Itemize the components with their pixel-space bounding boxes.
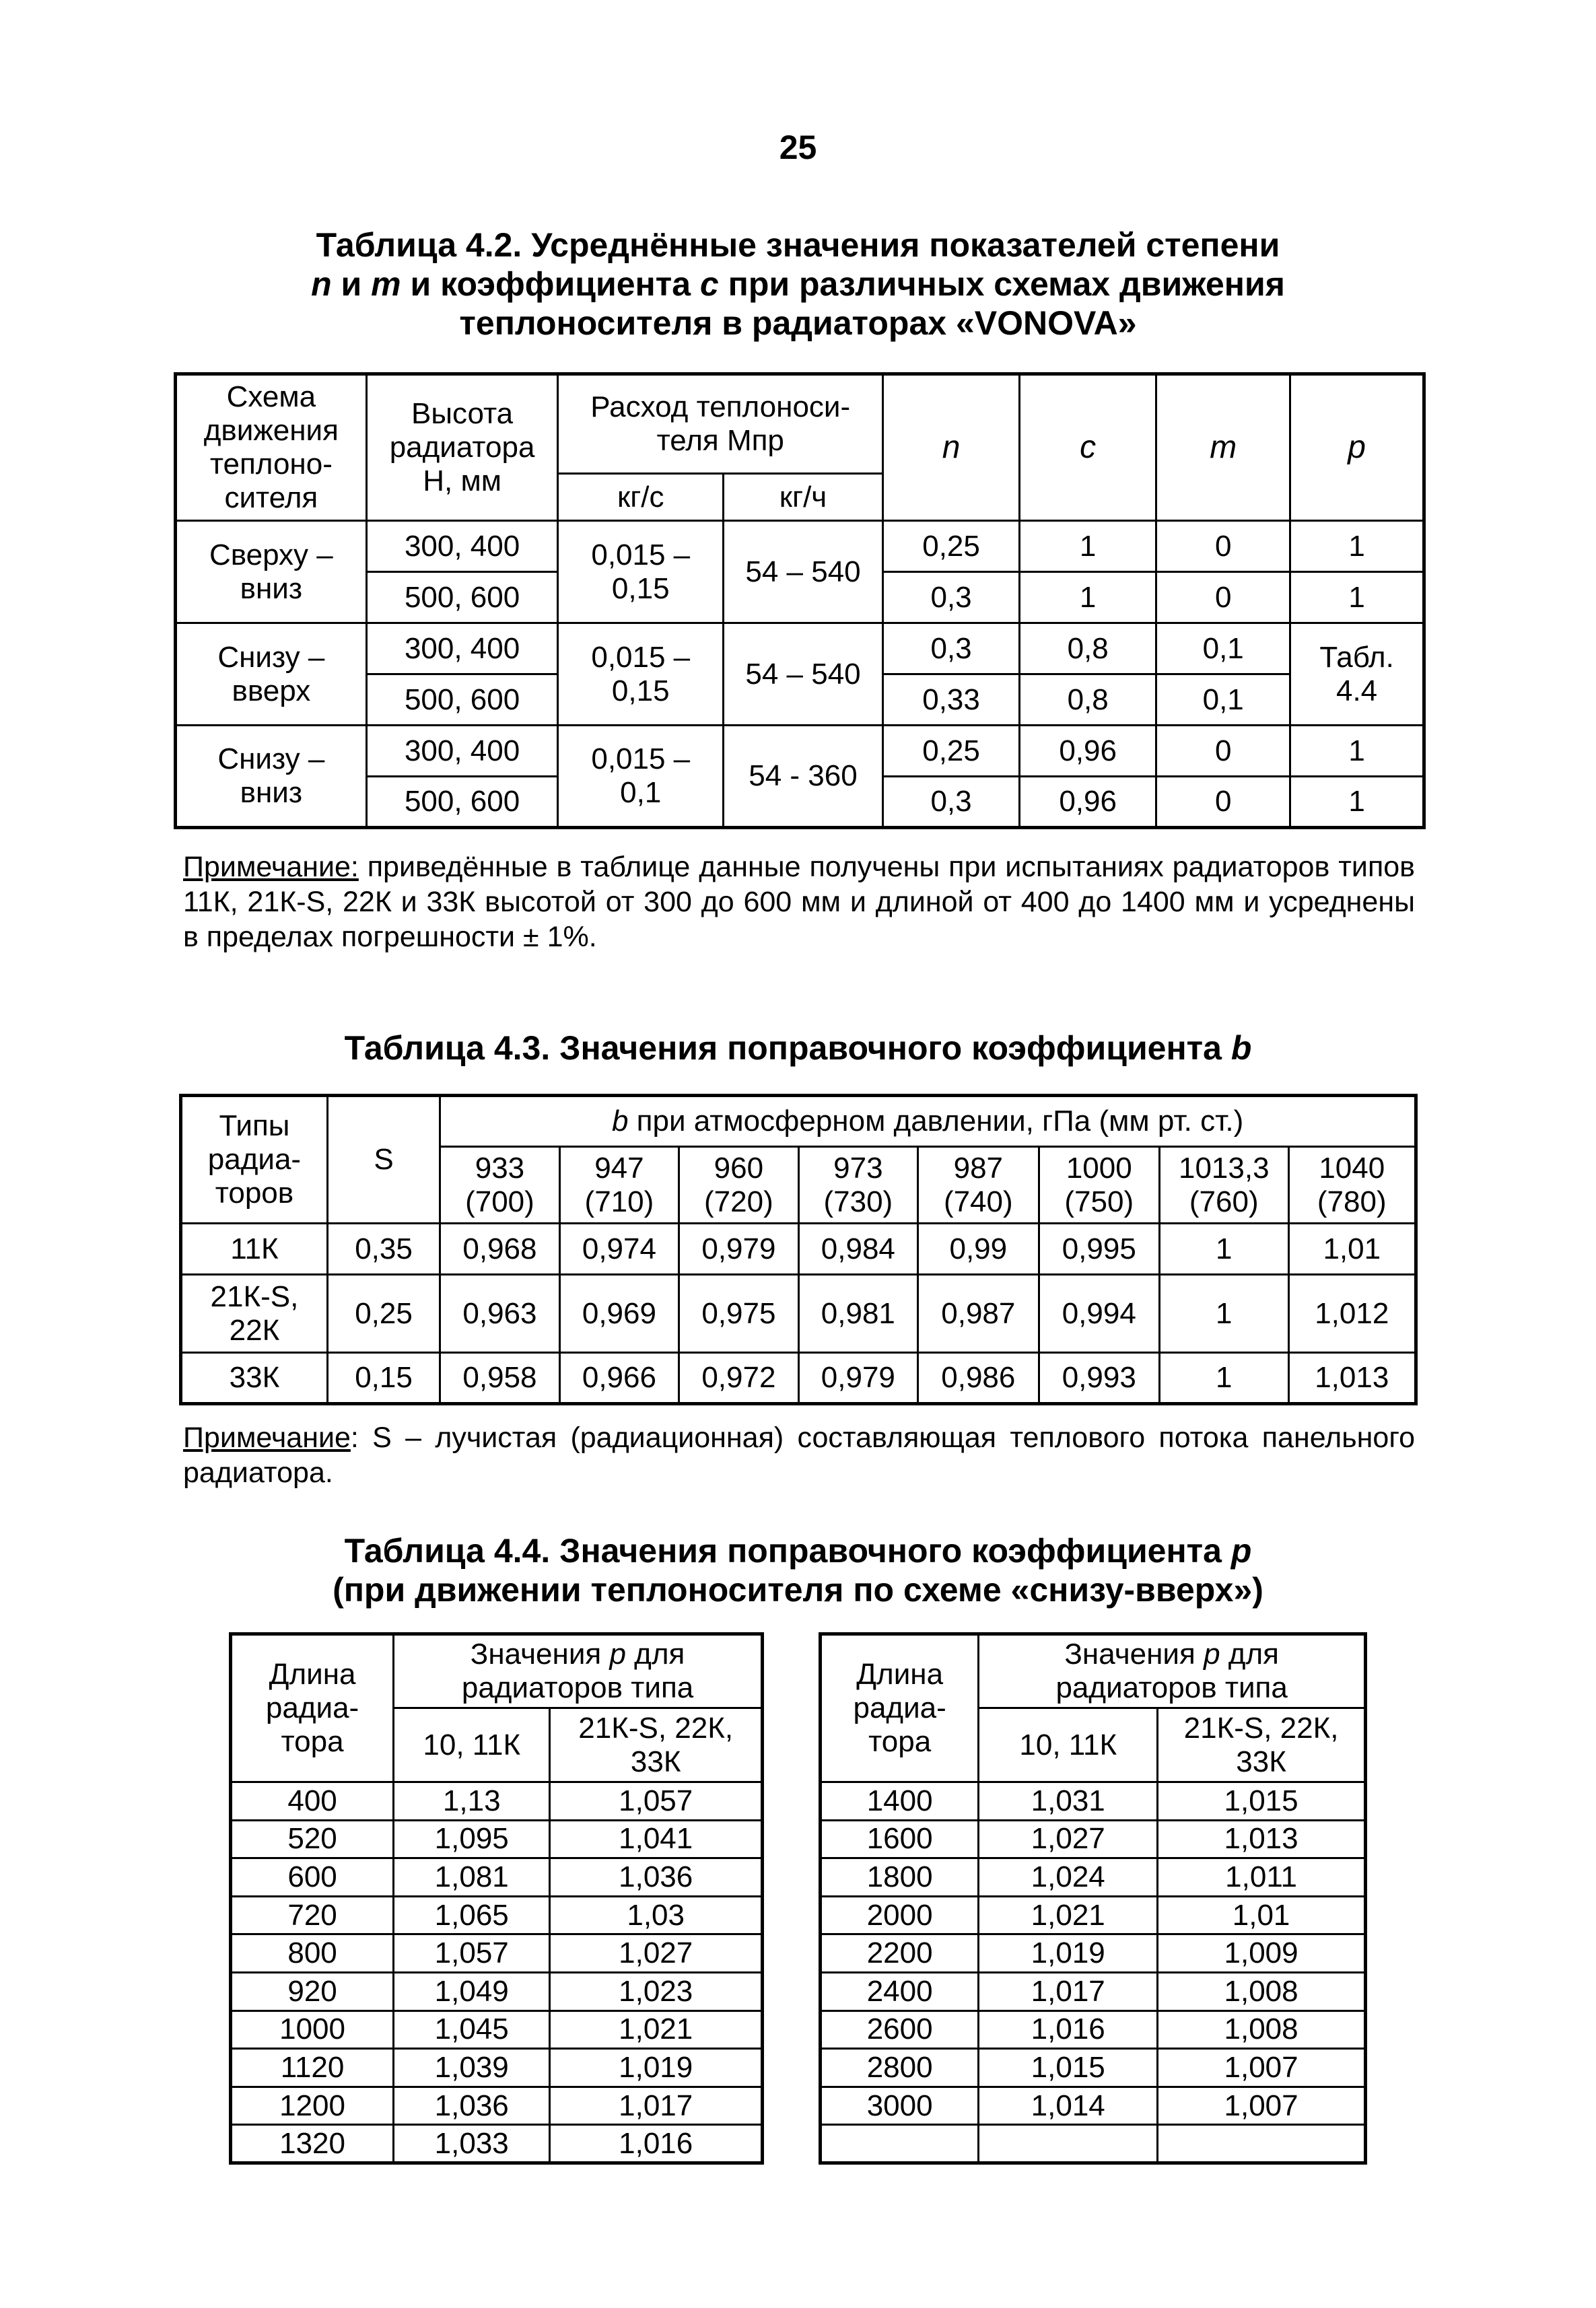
table-row xyxy=(821,1896,1366,1934)
header-pressure-4 xyxy=(918,1147,1039,1224)
table-4-2-title-line2: n и m и коэффициента c при различных схемах движения xyxy=(311,265,1285,303)
pressure-mm: (730) xyxy=(823,1185,893,1218)
m-cell: 0,1 xyxy=(1156,623,1290,674)
table-row xyxy=(821,1934,1366,1973)
pressure-hpa: 1040 xyxy=(1319,1151,1385,1185)
b-value-cell: 0,979 xyxy=(798,1353,917,1404)
table-row xyxy=(176,521,1424,572)
table-4-3-title: Таблица 4.3. Значения поправочного коэффициента b xyxy=(344,1029,1252,1067)
table-4-4-right xyxy=(819,1632,1367,2165)
p-type1-cell: 1,021 xyxy=(979,1896,1158,1934)
height-cell: 300, 400 xyxy=(366,521,558,572)
height-cell: 500, 600 xyxy=(366,674,558,726)
p-type1-cell: 1,049 xyxy=(394,1972,550,2010)
b-value-cell: 0,968 xyxy=(440,1224,559,1275)
p-cell: 1 xyxy=(1290,777,1424,828)
p-type1-cell: 1,024 xyxy=(979,1858,1158,1897)
table-4-4-left xyxy=(229,1632,764,2165)
length-cell: 920 xyxy=(231,1972,394,2010)
p-type1-cell: 1,019 xyxy=(979,1934,1158,1973)
table-4-2-title-line3: теплоносителя в радиаторах «VONOVA» xyxy=(459,304,1137,342)
s-cell: 0,15 xyxy=(327,1353,440,1404)
header-pressure-6 xyxy=(1159,1147,1288,1224)
b-value-cell: 1,013 xyxy=(1288,1353,1416,1404)
s-cell: 0,35 xyxy=(327,1224,440,1275)
b-value-cell: 0,974 xyxy=(559,1224,679,1275)
b-value-cell: 0,993 xyxy=(1039,1353,1159,1404)
pressure-mm: (720) xyxy=(704,1185,773,1218)
table-row xyxy=(821,1820,1366,1858)
m-cell: 0 xyxy=(1156,572,1290,623)
p-type1-cell: 1,095 xyxy=(394,1820,550,1858)
b-value-cell: 0,975 xyxy=(679,1275,798,1353)
header-height: Высота радиатора Н, мм xyxy=(366,374,558,521)
c-cell: 1 xyxy=(1020,521,1156,572)
pressure-hpa: 1013,3 xyxy=(1178,1151,1270,1185)
type-cell: 21К-S, 22К xyxy=(181,1275,328,1353)
table-row xyxy=(181,1353,1416,1404)
b-value-cell: 0,987 xyxy=(918,1275,1039,1353)
header-length: Длина радиа-тора xyxy=(821,1634,979,1782)
p-cell-merged: Табл. 4.4 xyxy=(1290,623,1424,726)
symbol-c: c xyxy=(699,265,719,303)
flow-kgs-cell: 0,015 – 0,15 xyxy=(558,521,724,623)
page-number: 25 xyxy=(779,129,817,166)
length-cell: 3000 xyxy=(821,2087,979,2125)
length-cell: 1800 xyxy=(821,1858,979,1897)
header-m: m xyxy=(1156,374,1290,521)
b-value-cell: 0,994 xyxy=(1039,1275,1159,1353)
symbol-m: m xyxy=(371,265,401,303)
length-cell: 1320 xyxy=(231,2125,394,2163)
c-cell: 0,96 xyxy=(1020,726,1156,777)
p-type1-cell: 1,081 xyxy=(394,1858,550,1897)
table-row xyxy=(181,1224,1416,1275)
table-4-3 xyxy=(179,1094,1418,1405)
b-value-cell: 0,995 xyxy=(1039,1224,1159,1275)
table-row xyxy=(231,2049,763,2087)
p-type2-cell: 1,019 xyxy=(550,2049,763,2087)
table-4-4-title-line1: Таблица 4.4. Значения поправочного коэффициента p xyxy=(344,1532,1252,1570)
pressure-mm: (740) xyxy=(943,1185,1013,1218)
p-type1-cell: 1,016 xyxy=(979,2010,1158,2049)
header-col1: 10, 11К xyxy=(979,1708,1158,1782)
table-row xyxy=(821,1972,1366,2010)
length-cell: 1600 xyxy=(821,1820,979,1858)
c-cell: 1 xyxy=(1020,572,1156,623)
n-cell: 0,3 xyxy=(882,623,1019,674)
length-cell: 2000 xyxy=(821,1896,979,1934)
table-row xyxy=(176,726,1424,777)
scheme-cell: Снизу – вниз xyxy=(176,726,367,828)
header-pressure-5 xyxy=(1039,1147,1159,1224)
symbol-p: p xyxy=(1230,1532,1252,1570)
p-type1-cell: 1,13 xyxy=(394,1782,550,1821)
table-row xyxy=(231,2087,763,2125)
p-type2-cell: 1,027 xyxy=(550,1934,763,1973)
p-type2-cell: 1,017 xyxy=(550,2087,763,2125)
table-row xyxy=(176,623,1424,674)
header-b: b при атмосферном давлении, гПа (мм рт. ст.) xyxy=(440,1096,1416,1147)
p-type2-cell: 1,016 xyxy=(550,2125,763,2163)
symbol-b: b xyxy=(1230,1029,1252,1067)
height-cell: 300, 400 xyxy=(366,726,558,777)
table-4-2-note xyxy=(183,849,1415,954)
p-type1-cell xyxy=(979,2125,1158,2163)
length-cell: 1400 xyxy=(821,1782,979,1821)
b-value-cell: 1,01 xyxy=(1288,1224,1416,1275)
p-type2-cell: 1,01 xyxy=(1158,1896,1366,1934)
header-col1: 10, 11К xyxy=(394,1708,550,1782)
b-value-cell: 0,969 xyxy=(559,1275,679,1353)
p-type2-cell: 1,011 xyxy=(1158,1858,1366,1897)
header-pressure-3 xyxy=(798,1147,917,1224)
m-cell: 0,1 xyxy=(1156,674,1290,726)
table-row xyxy=(231,1972,763,2010)
b-value-cell: 0,958 xyxy=(440,1353,559,1404)
pressure-hpa: 960 xyxy=(714,1151,764,1185)
length-cell: 2600 xyxy=(821,2010,979,2049)
b-value-cell: 1 xyxy=(1159,1275,1288,1353)
pressure-mm: (700) xyxy=(465,1185,534,1218)
m-cell: 0 xyxy=(1156,726,1290,777)
table-row xyxy=(821,2087,1366,2125)
b-value-cell: 1 xyxy=(1159,1224,1288,1275)
table-4-4-title xyxy=(0,1531,1596,1609)
table-row xyxy=(231,1820,763,1858)
p-type2-cell: 1,03 xyxy=(550,1896,763,1934)
length-cell: 720 xyxy=(231,1896,394,1934)
header-types: Типы радиа-торов xyxy=(181,1096,328,1224)
n-cell: 0,25 xyxy=(882,521,1019,572)
p-type1-cell: 1,065 xyxy=(394,1896,550,1934)
p-type1-cell: 1,014 xyxy=(979,2087,1158,2125)
p-type1-cell: 1,036 xyxy=(394,2087,550,2125)
p-type2-cell xyxy=(1158,2125,1366,2163)
length-cell: 600 xyxy=(231,1858,394,1897)
table-row xyxy=(231,1858,763,1897)
p-type2-cell: 1,023 xyxy=(550,1972,763,2010)
p-type1-cell: 1,033 xyxy=(394,2125,550,2163)
length-cell: 1120 xyxy=(231,2049,394,2087)
c-cell: 0,96 xyxy=(1020,777,1156,828)
length-cell: 1200 xyxy=(231,2087,394,2125)
header-flow: Расход теплоноси-теля Mпр xyxy=(558,374,883,474)
p-cell: 1 xyxy=(1290,572,1424,623)
pressure-mm: (750) xyxy=(1064,1185,1134,1218)
table-row xyxy=(821,2010,1366,2049)
b-value-cell: 0,979 xyxy=(679,1224,798,1275)
header-p: p xyxy=(1290,374,1424,521)
table-row xyxy=(231,1934,763,1973)
b-value-cell: 0,99 xyxy=(918,1224,1039,1275)
header-col2: 21К-S, 22К, 33К xyxy=(1158,1708,1366,1782)
scheme-cell: Снизу – вверх xyxy=(176,623,367,726)
table-row xyxy=(821,1782,1366,1821)
c-cell: 0,8 xyxy=(1020,623,1156,674)
pressure-hpa: 1000 xyxy=(1066,1151,1132,1185)
flow-kgs-cell: 0,015 – 0,15 xyxy=(558,623,724,726)
table-row xyxy=(821,1858,1366,1897)
scheme-cell: Сверху – вниз xyxy=(176,521,367,623)
p-type2-cell: 1,009 xyxy=(1158,1934,1366,1973)
p-type2-cell: 1,041 xyxy=(550,1820,763,1858)
p-type1-cell: 1,015 xyxy=(979,2049,1158,2087)
height-cell: 300, 400 xyxy=(366,623,558,674)
n-cell: 0,33 xyxy=(882,674,1019,726)
table-4-3-note xyxy=(183,1420,1415,1490)
note-text: приведённые в таблице данные получены при испытаниях радиаторов типов 11К, 21К-S, 22К и 33К высотой от 300 до 600 мм и длиной от 400 до 1400 мм и усреднены в пределах погрешности ± 1%. xyxy=(183,851,1415,953)
table-row xyxy=(821,2049,1366,2087)
header-c: c xyxy=(1020,374,1156,521)
length-cell: 520 xyxy=(231,1820,394,1858)
header-flow-kgh: кг/ч xyxy=(724,474,883,521)
header-s: S xyxy=(327,1096,440,1224)
c-cell: 0,8 xyxy=(1020,674,1156,726)
table-row xyxy=(231,1896,763,1934)
p-type2-cell: 1,036 xyxy=(550,1858,763,1897)
type-cell: 33К xyxy=(181,1353,328,1404)
length-cell: 800 xyxy=(231,1934,394,1973)
header-n: n xyxy=(882,374,1019,521)
p-type2-cell: 1,057 xyxy=(550,1782,763,1821)
pressure-mm: (780) xyxy=(1317,1185,1387,1218)
p-type2-cell: 1,008 xyxy=(1158,1972,1366,2010)
length-cell: 2200 xyxy=(821,1934,979,1973)
length-cell: 2400 xyxy=(821,1972,979,2010)
table-row xyxy=(231,1782,763,1821)
pressure-hpa: 973 xyxy=(833,1151,883,1185)
header-pressure-7 xyxy=(1288,1147,1416,1224)
height-cell: 500, 600 xyxy=(366,777,558,828)
pressure-mm: (760) xyxy=(1189,1185,1259,1218)
table-4-4-title-line2: (при движении теплоносителя по схеме «снизу-вверх») xyxy=(333,1571,1263,1609)
b-value-cell: 0,986 xyxy=(918,1353,1039,1404)
header-col2: 21К-S, 22К, 33К xyxy=(550,1708,763,1782)
pressure-hpa: 987 xyxy=(953,1151,1004,1185)
p-type2-cell: 1,015 xyxy=(1158,1782,1366,1821)
p-type1-cell: 1,031 xyxy=(979,1782,1158,1821)
m-cell: 0 xyxy=(1156,777,1290,828)
p-type1-cell: 1,057 xyxy=(394,1934,550,1973)
header-pressure-1 xyxy=(559,1147,679,1224)
b-value-cell: 0,981 xyxy=(798,1275,917,1353)
p-type1-cell: 1,017 xyxy=(979,1972,1158,2010)
b-value-cell: 0,963 xyxy=(440,1275,559,1353)
note-label: Примечание xyxy=(183,1422,351,1454)
p-type2-cell: 1,007 xyxy=(1158,2087,1366,2125)
length-cell: 1000 xyxy=(231,2010,394,2049)
header-values: Значения p для радиаторов типа xyxy=(394,1634,763,1708)
n-cell: 0,25 xyxy=(882,726,1019,777)
n-cell: 0,3 xyxy=(882,777,1019,828)
header-scheme: Схема движения теплоно-сителя xyxy=(176,374,367,521)
table-row xyxy=(231,2125,763,2163)
p-type2-cell: 1,021 xyxy=(550,2010,763,2049)
note-label: Примечание: xyxy=(183,851,359,883)
length-cell: 400 xyxy=(231,1782,394,1821)
s-cell: 0,25 xyxy=(327,1275,440,1353)
p-cell: 1 xyxy=(1290,726,1424,777)
height-cell: 500, 600 xyxy=(366,572,558,623)
p-type2-cell: 1,008 xyxy=(1158,2010,1366,2049)
pressure-hpa: 933 xyxy=(475,1151,525,1185)
symbol-n: n xyxy=(311,265,332,303)
b-value-cell: 1,012 xyxy=(1288,1275,1416,1353)
length-cell: 2800 xyxy=(821,2049,979,2087)
length-cell xyxy=(821,2125,979,2163)
note-text: : S – лучистая (радиационная) составляющая теплового потока панельного радиатора. xyxy=(183,1422,1415,1489)
m-cell: 0 xyxy=(1156,521,1290,572)
p-cell: 1 xyxy=(1290,521,1424,572)
table-4-2-title-line1: Таблица 4.2. Усреднённые значения показателей степени xyxy=(316,226,1280,264)
p-type2-cell: 1,013 xyxy=(1158,1820,1366,1858)
table-4-2 xyxy=(174,372,1426,829)
table-row xyxy=(821,2125,1366,2163)
header-length: Длина радиа-тора xyxy=(231,1634,394,1782)
p-type1-cell: 1,039 xyxy=(394,2049,550,2087)
table-4-2-title xyxy=(0,225,1596,343)
b-value-cell: 0,984 xyxy=(798,1224,917,1275)
header-values: Значения p для радиаторов типа xyxy=(979,1634,1366,1708)
p-type1-cell: 1,027 xyxy=(979,1820,1158,1858)
b-value-cell: 0,972 xyxy=(679,1353,798,1404)
flow-kgh-cell: 54 - 360 xyxy=(724,726,883,828)
p-type2-cell: 1,007 xyxy=(1158,2049,1366,2087)
n-cell: 0,3 xyxy=(882,572,1019,623)
header-pressure-2 xyxy=(679,1147,798,1224)
b-value-cell: 1 xyxy=(1159,1353,1288,1404)
p-type1-cell: 1,045 xyxy=(394,2010,550,2049)
pressure-hpa: 947 xyxy=(594,1151,644,1185)
header-flow-kgs: кг/с xyxy=(558,474,724,521)
pressure-mm: (710) xyxy=(584,1185,654,1218)
table-row xyxy=(231,2010,763,2049)
type-cell: 11К xyxy=(181,1224,328,1275)
flow-kgh-cell: 54 – 540 xyxy=(724,521,883,623)
b-value-cell: 0,966 xyxy=(559,1353,679,1404)
flow-kgs-cell: 0,015 – 0,1 xyxy=(558,726,724,828)
header-pressure-0 xyxy=(440,1147,559,1224)
flow-kgh-cell: 54 – 540 xyxy=(724,623,883,726)
table-row xyxy=(181,1275,1416,1353)
